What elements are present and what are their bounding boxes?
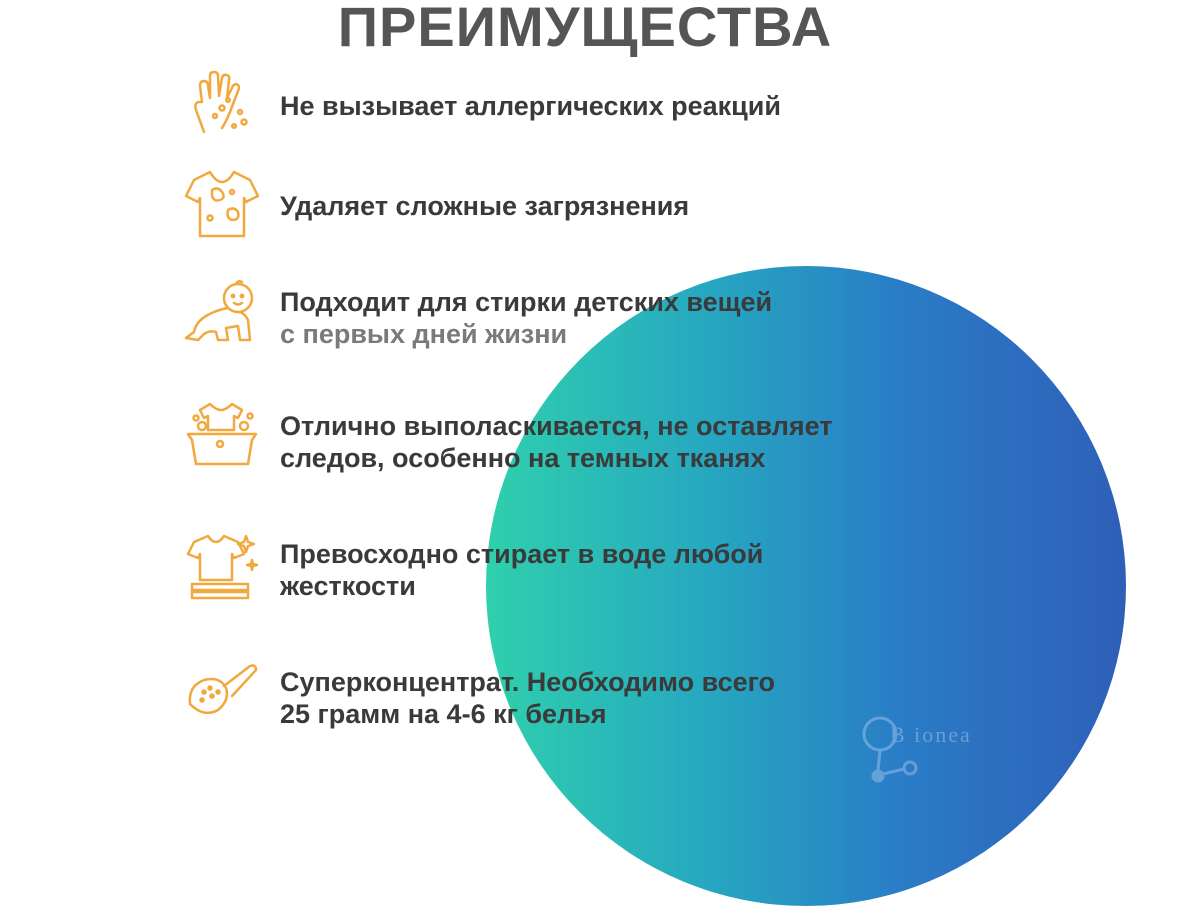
benefit-text: Превосходно стирает в воде любой жесткости [280, 539, 764, 601]
benefit-text: Суперконцентрат. Необходимо всего 25 грамм на 4-6 кг белья [280, 667, 775, 729]
clean-shirt-stack-icon [182, 530, 262, 602]
watermark-text: B ionea [890, 722, 972, 747]
brand-watermark [860, 712, 990, 792]
allergy-hand-icon [182, 66, 262, 138]
powder-scoop-icon [182, 656, 262, 728]
benefit-text: Отлично выполаскивается, не оставляет следов, особенно на темных тканях [280, 411, 833, 473]
page-title: ПРЕИМУЩЕСТВА [337, 0, 833, 58]
crawling-baby-icon [182, 276, 262, 348]
benefit-text: Не вызывает аллергических реакций [280, 91, 781, 121]
benefit-text: Удаляет сложные загрязнения [280, 191, 690, 221]
washing-basin-icon [182, 398, 262, 470]
benefit-text: Подходит для стирки детских вещей с первых дней жизни [280, 287, 773, 349]
stained-shirt-icon [182, 168, 262, 240]
